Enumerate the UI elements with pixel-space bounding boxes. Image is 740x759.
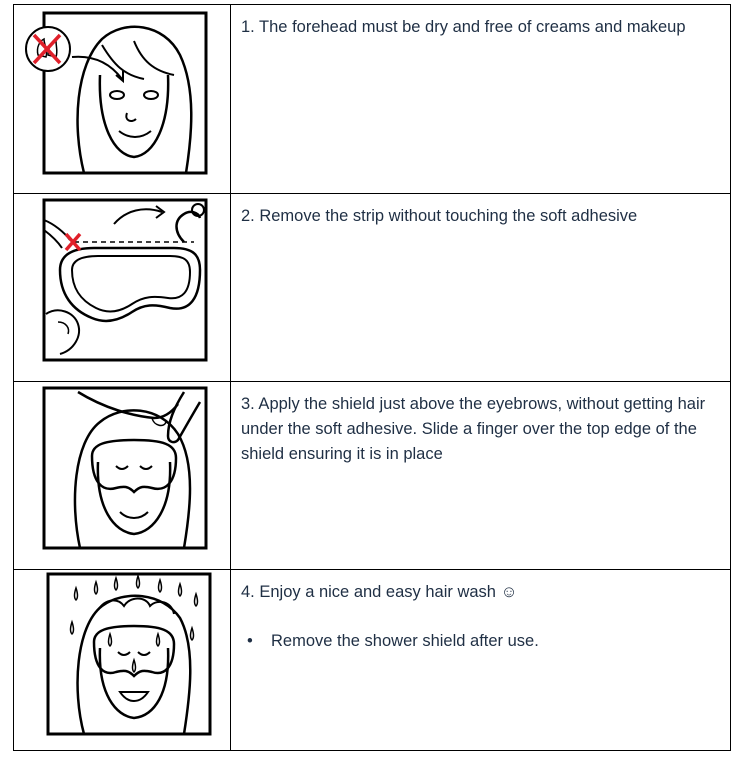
instructions-table	[13, 4, 731, 751]
step-1-illustration-cell	[14, 5, 231, 194]
step-2-text: 2. Remove the strip without touching the soft adhesive	[231, 194, 731, 382]
peel-strip-icon	[14, 194, 230, 381]
step-4-cell	[231, 570, 731, 751]
apply-shield-icon	[14, 382, 230, 569]
hair-wash-icon	[14, 570, 230, 750]
step-1-text: 1. The forehead must be dry and free of creams and makeup	[231, 5, 731, 194]
bullet-item: • Remove the shower shield after use.	[259, 629, 722, 654]
face-no-cream-icon	[14, 5, 230, 193]
step-3-illustration-cell	[14, 382, 231, 570]
step-row-3	[14, 382, 731, 570]
step-row-2	[14, 194, 731, 382]
step-4-illustration-cell	[14, 570, 231, 751]
bullet-list	[241, 629, 722, 654]
step-2-illustration-cell	[14, 194, 231, 382]
step-row-4	[14, 570, 731, 751]
step-3-text: 3. Apply the shield just above the eyebrows, without getting hair under the soft adhesive. Slide a finger over the top edge of the shield ensuring it is in place	[231, 382, 731, 570]
step-4-text: 4. Enjoy a nice and easy hair wash ☺	[241, 583, 518, 601]
step-row-1	[14, 5, 731, 194]
